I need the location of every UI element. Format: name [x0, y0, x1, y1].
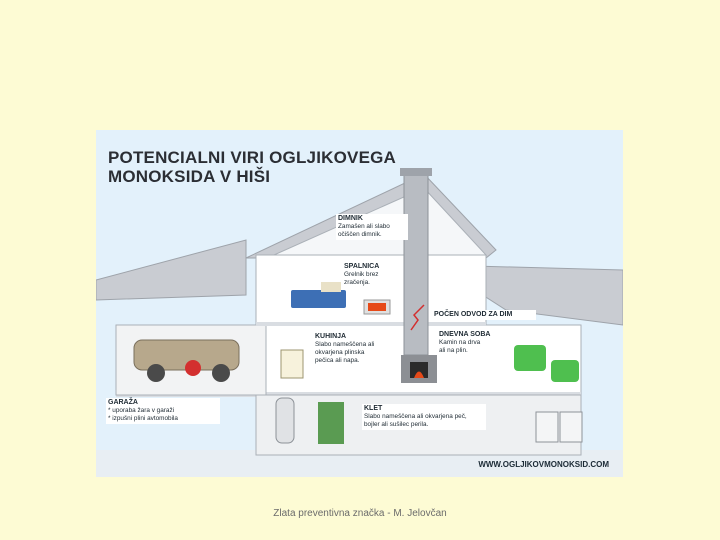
dryer [560, 412, 582, 442]
label-odvod-heading: POČEN ODVOD ZA DIM [434, 311, 513, 318]
label-klet-heading: KLET [364, 405, 383, 412]
label-klet [362, 404, 486, 430]
label-dnevna-text: Kamin na drva ali na plin. [439, 339, 481, 354]
kitchen-stove [281, 350, 303, 378]
label-garaza-text: * uporaba žara v garaži * izpušni plini avtomobila [108, 407, 178, 422]
label-klet-text: Slabo nameščena ali okvarjena peč, bojler ali sušilec perila. [364, 413, 467, 428]
furnace [318, 402, 344, 444]
sofa [514, 345, 546, 371]
grill [185, 360, 201, 376]
label-dimnik-text: Zamašen ali slabo očiščen dimnik. [338, 223, 390, 238]
label-spalnica [342, 262, 398, 288]
washer [536, 412, 558, 442]
garage-roof [96, 240, 246, 300]
slide-caption: Zlata preventivna značka - M. Jelovčan [273, 508, 447, 519]
label-odvod [432, 310, 536, 320]
label-dimnik [336, 214, 408, 240]
label-kuhinja-heading: KUHINJA [315, 333, 347, 340]
diagram-title: POTENCIALNI VIRI OGLJIKOVEGA MONOKSIDA V HIŠI [108, 148, 397, 186]
bed [291, 290, 346, 308]
armchair [551, 360, 579, 382]
label-kuhinja [313, 332, 387, 366]
water-heater [276, 398, 294, 443]
label-dnevna-heading: DNEVNA SOBA [439, 331, 491, 338]
label-spalnica-heading: SPALNICA [344, 263, 380, 270]
label-garaza-heading: GARAŽA [108, 399, 138, 406]
label-dnevna [437, 330, 511, 356]
co-sources-diagram [96, 130, 623, 477]
label-dimnik-heading: DIMNIK [338, 215, 363, 222]
chimney [404, 170, 428, 355]
label-garaza [106, 398, 220, 424]
website-url: WWW.OGLJIKOVMONOKSID.COM [478, 460, 609, 469]
label-spalnica-text: Grelnik brez zračenja. [344, 271, 379, 286]
label-kuhinja-text: Slabo nameščena ali okvarjena plinska pečica ali napa. [315, 341, 375, 364]
